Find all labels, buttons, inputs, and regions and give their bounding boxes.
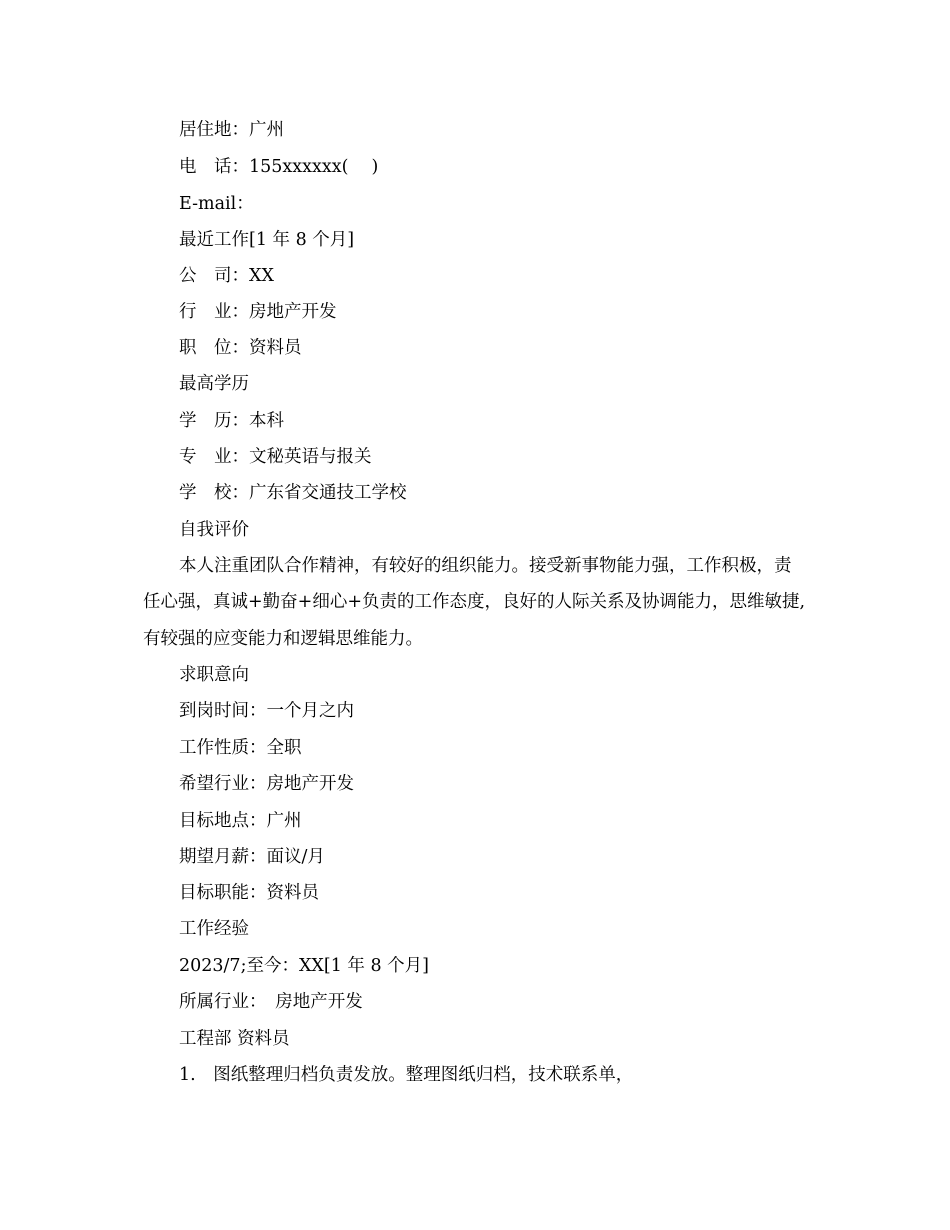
school-line: 学 校：广东省交通技工学校 bbox=[179, 483, 407, 503]
target-function-line: 目标职能：资料员 bbox=[179, 883, 319, 903]
work-item-1: 1. 图纸整理归档负责发放。整理图纸归档，技术联系单， bbox=[179, 1065, 634, 1085]
arrival-time-line: 到岗时间：一个月之内 bbox=[179, 701, 354, 721]
expected-salary-line: 期望月薪：面议/月 bbox=[179, 847, 325, 867]
recent-work-heading: 最近工作[1 年 8 个月] bbox=[179, 230, 355, 250]
target-location-line: 目标地点：广州 bbox=[179, 811, 302, 831]
desired-industry-line: 希望行业：房地产开发 bbox=[179, 774, 354, 794]
self-eval-heading: 自我评价 bbox=[179, 520, 249, 540]
degree-line: 学 历：本科 bbox=[179, 411, 284, 431]
phone-line: 电 话：155xxxxxx( ) bbox=[179, 157, 379, 177]
company-line: 公 司：XX bbox=[179, 266, 274, 286]
self-eval-paragraph: 本人注重团队合作精神，有较好的组织能力。接受新事物能力强，工作积极，责任心强，真诚+勤奋+细心+负责的工作态度，良好的人际关系及协调能力，思维敏捷,有较强的应变能力和逻辑思维能力。 bbox=[143, 556, 806, 649]
residence-line: 居住地：广州 bbox=[179, 120, 284, 140]
major-line: 专 业：文秘英语与报关 bbox=[179, 447, 372, 467]
work-exp-heading: 工作经验 bbox=[179, 919, 249, 939]
work-period-line: 2023/7;至今：XX[1 年 8 个月] bbox=[179, 956, 429, 976]
email-line: E-mail： bbox=[179, 194, 254, 214]
work-dept-line: 工程部 资料员 bbox=[179, 1029, 290, 1049]
position-line: 职 位：资料员 bbox=[179, 338, 302, 358]
education-heading: 最高学历 bbox=[179, 374, 249, 394]
work-industry-line: 所属行业： 房地产开发 bbox=[179, 992, 363, 1012]
industry-line: 行 业：房地产开发 bbox=[179, 302, 337, 322]
job-intent-heading: 求职意向 bbox=[179, 665, 249, 685]
job-type-line: 工作性质：全职 bbox=[179, 738, 302, 758]
